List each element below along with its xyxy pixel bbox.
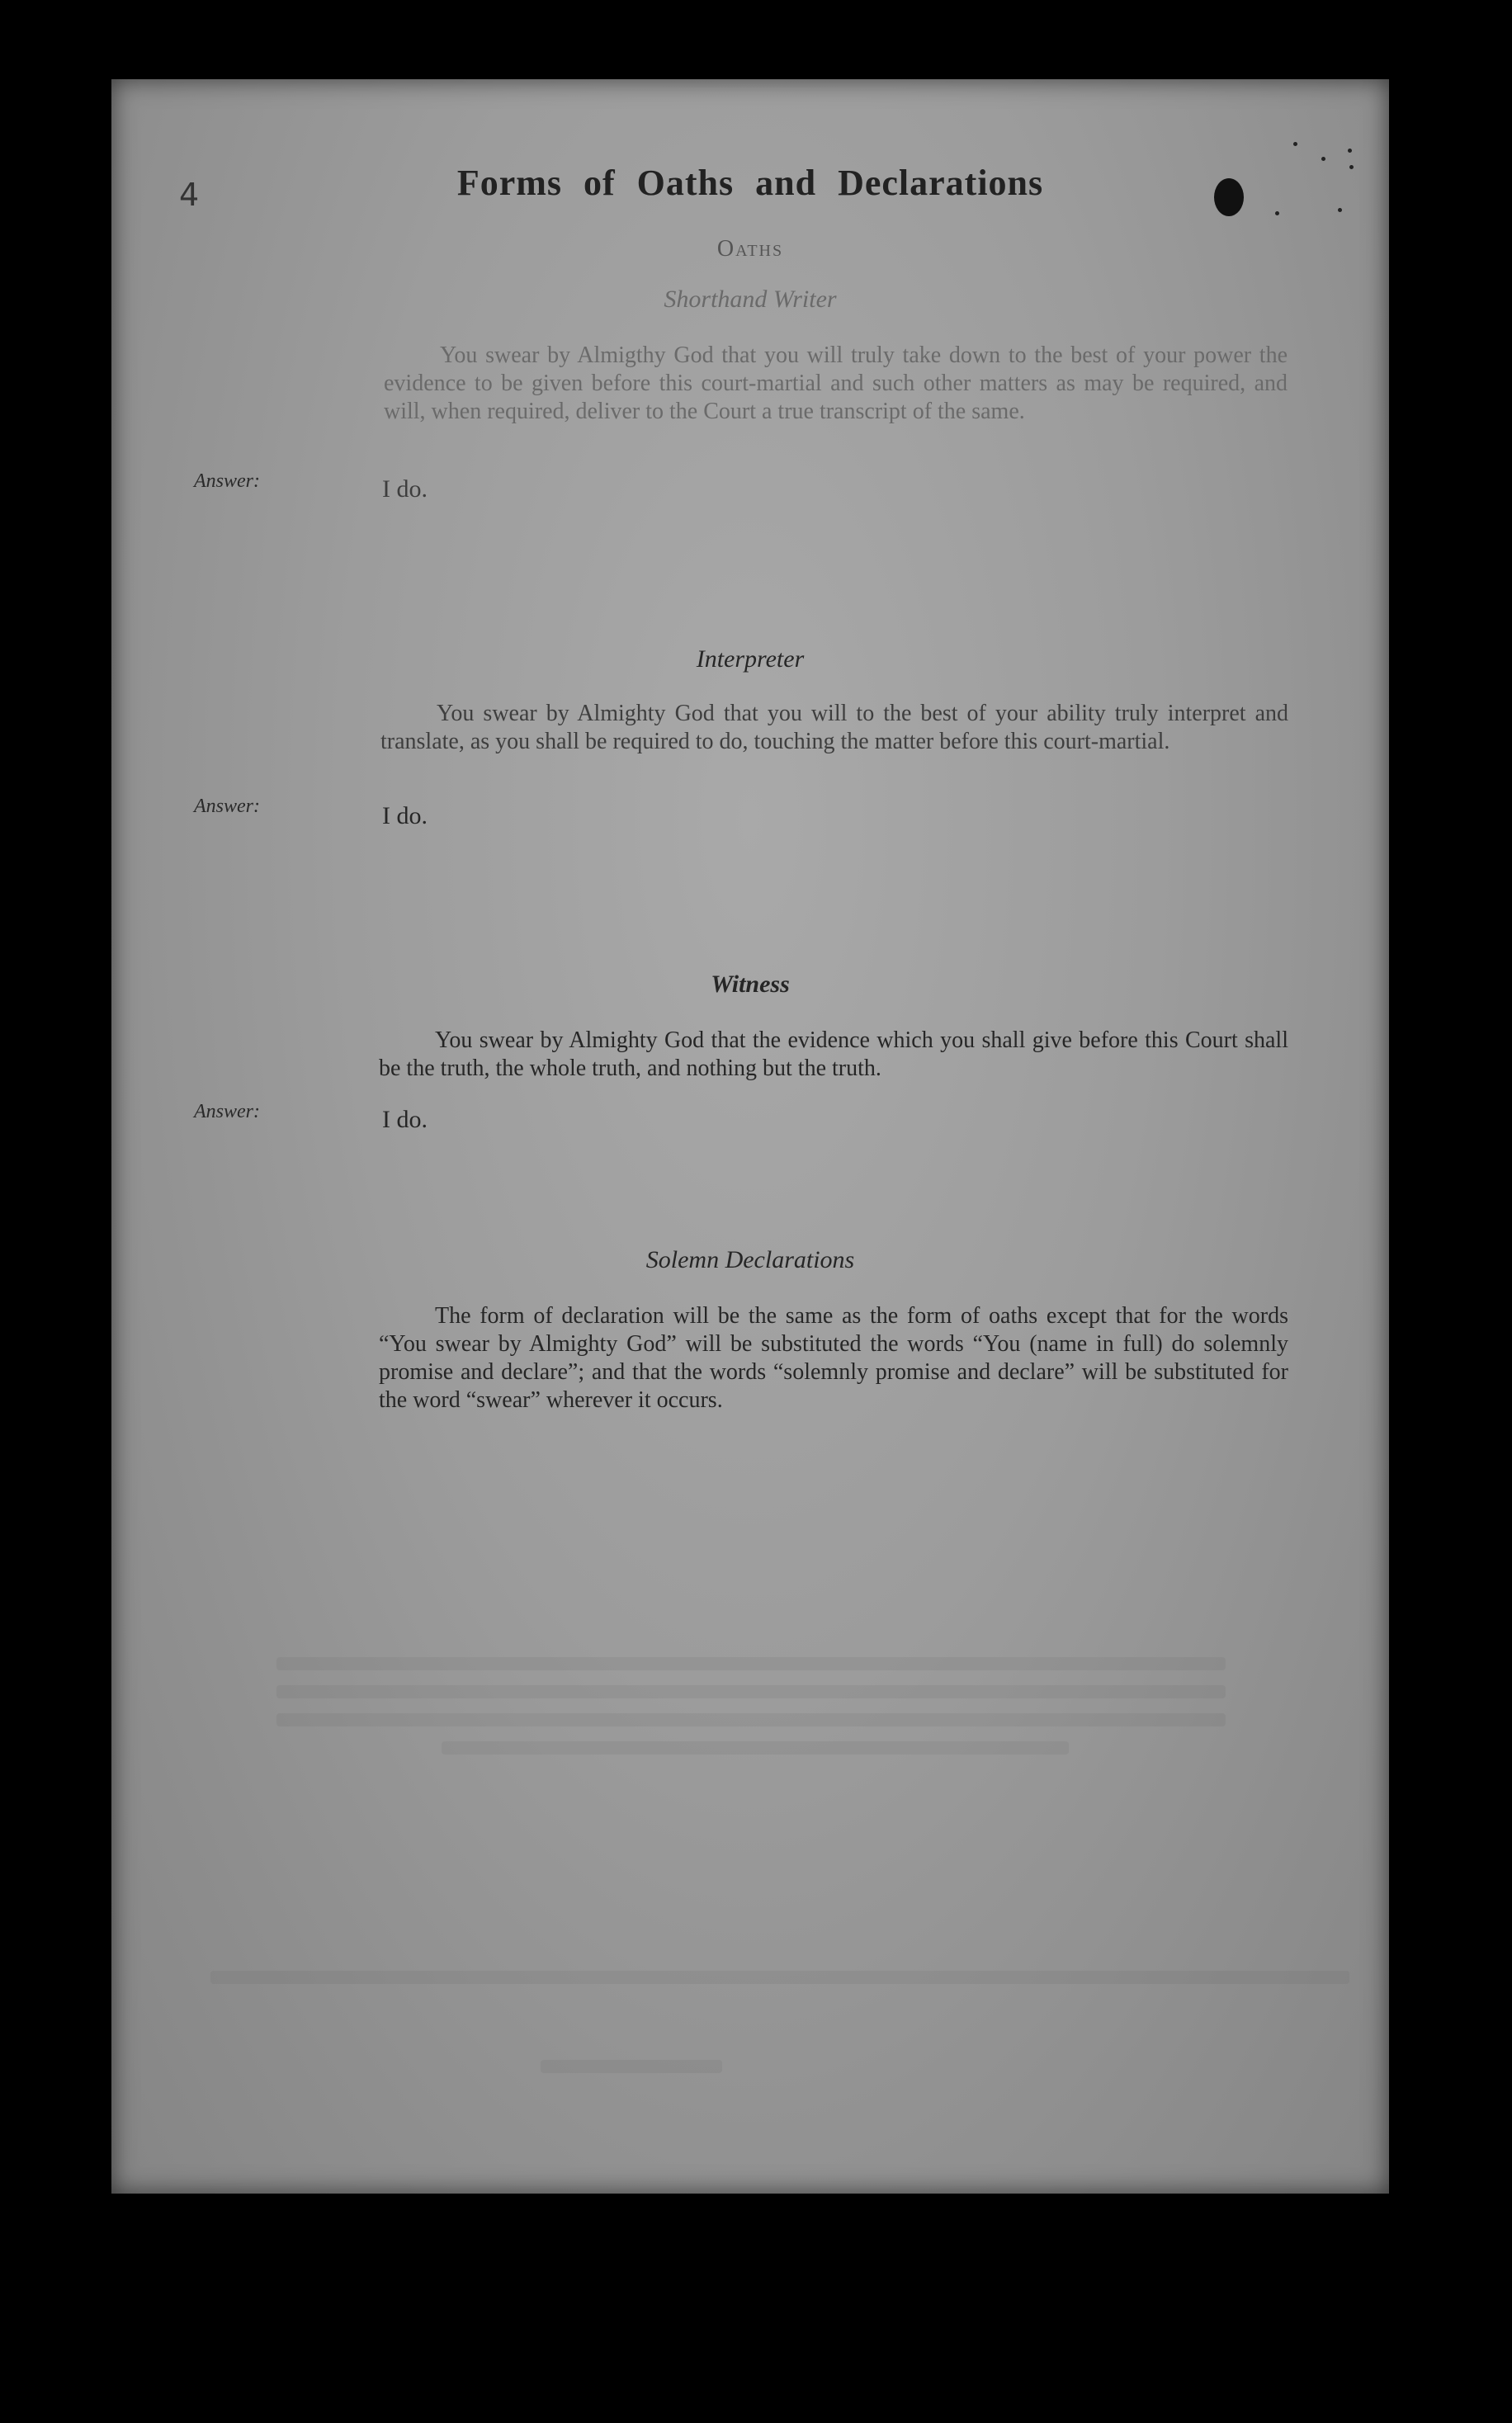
oaths-heading: Oaths — [716, 236, 784, 262]
answer-interpreter: I do. — [382, 802, 428, 829]
section-heading-shorthand-writer: Shorthand Writer — [664, 286, 837, 313]
show-through-mark — [541, 2060, 722, 2073]
speck-mark — [1349, 165, 1354, 169]
ink-blot-mark — [1214, 178, 1244, 216]
answer-witness: I do. — [382, 1106, 428, 1133]
section-heading-solemn-declarations: Solemn Declarations — [645, 1246, 855, 1273]
show-through-mark — [276, 1657, 1226, 1670]
section-heading-interpreter: Interpreter — [696, 645, 805, 673]
document-page — [111, 79, 1389, 2194]
speck-mark — [1293, 142, 1297, 146]
page-mark: 4 — [179, 177, 200, 213]
oath-text-shorthand-writer: You swear by Almigthy God that you will truly take down to the best of your power the evidence to be given before this court-martial and such other matters as may be required, and will, when required, deliver to the Court a true transcript of the same. — [384, 342, 1288, 424]
show-through-mark — [276, 1713, 1226, 1726]
answer-shorthand-writer: I do. — [382, 475, 428, 503]
speck-mark — [1348, 149, 1352, 153]
show-through-mark — [276, 1685, 1226, 1698]
speck-mark — [1275, 211, 1279, 215]
answer-label-interpreter: Answer: — [194, 796, 260, 817]
answer-label-witness: Answer: — [194, 1101, 260, 1122]
answer-label-shorthand-writer: Answer: — [194, 470, 260, 492]
oath-text-interpreter: You swear by Almighty God that you will to the best of your ability truly interpret and translate, as you shall be required to do, touching the matter before this court-martial. — [380, 701, 1288, 754]
section-heading-witness: Witness — [711, 971, 790, 998]
show-through-mark — [210, 1971, 1349, 1984]
declaration-text: The form of declaration will be the same as the form of oaths except that for the words “You swear by Almighty God” will be substituted the words “You (name in full) do solemnly promise and declare”; and that the words “solemnly promise and declare” will be substituted for the word “swear” wherever it occurs. — [379, 1303, 1288, 1413]
speck-mark — [1321, 157, 1325, 161]
oath-text-witness: You swear by Almighty God that the evidence which you shall give before this Court shall be the truth, the whole truth, and nothing but the truth. — [379, 1027, 1288, 1081]
show-through-mark — [442, 1741, 1069, 1755]
page-title: Forms of Oaths and Declarations — [456, 163, 1044, 203]
speck-mark — [1338, 208, 1342, 212]
